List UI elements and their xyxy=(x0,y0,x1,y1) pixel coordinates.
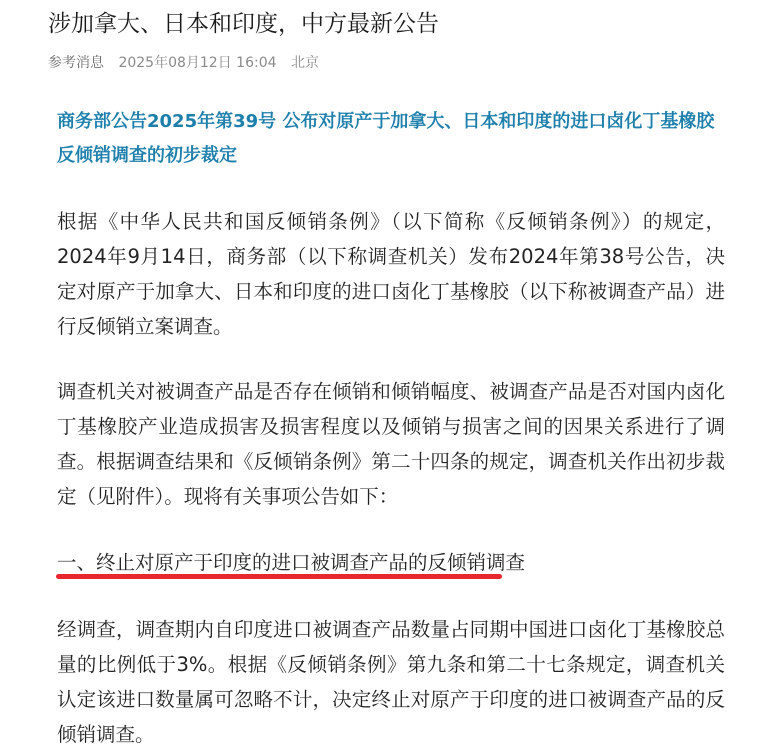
article-meta xyxy=(48,53,329,73)
source-name[interactable]: 参考消息 xyxy=(48,55,104,71)
publish-location: 北京 xyxy=(290,55,319,71)
section-heading: 一、终止对原产于印度的进口被调查产品的反倾销调查 xyxy=(57,551,526,574)
body-paragraph-2: 调查机关对被调查产品是否存在倾销和倾销幅度、被调查产品是否对国内卤化丁基橡胶产业造成损害及损害程度以及倾销与损害之间的因果关系进行了调查。根据调查结果和《反倾销条例》第二十四条的规定，调查机关作出初步裁定（见附件）。现将有关事项公告如下： xyxy=(57,380,725,508)
red-underline-annotation xyxy=(56,574,502,579)
article-title: 涉加拿大、日本和印度，中方最新公告 xyxy=(48,11,439,37)
publish-datetime: 2025年08月12日 16:04 xyxy=(118,55,277,71)
body-paragraph-3: 经调查，调查期内自印度进口被调查产品数量占同期中国进口卤化丁基橡胶总量的比例低于3%。根据《反倾销条例》第九条和第二十七条规定，调查机关认定该进口数量属可忽略不计，决定终止对原产于印度的进口被调查产品的反倾销调查。 xyxy=(57,618,725,746)
announcement-heading: 商务部公告2025年第39号 公布对原产于加拿大、日本和印度的进口卤化丁基橡胶反倾销调查的初步裁定 xyxy=(57,111,715,166)
body-paragraph-1: 根据《中华人民共和国反倾销条例》（以下简称《反倾销条例》）的规定，2024年9月14日，商务部（以下称调查机关）发布2024年第38号公告，决定对原产于加拿大、日本和印度的进口卤化丁基橡胶（以下称被调查产品）进行反倾销立案调查。 xyxy=(57,210,725,338)
